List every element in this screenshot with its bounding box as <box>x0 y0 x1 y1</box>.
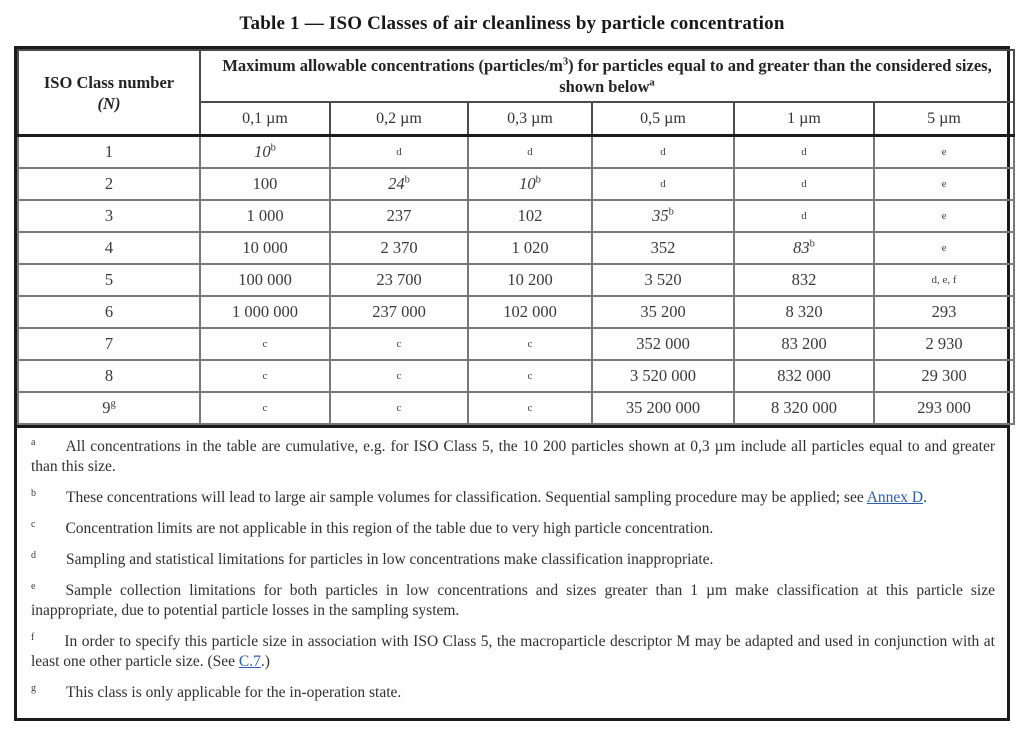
data-cell-r7-c2 <box>330 328 468 360</box>
data-cell-r1-c1 <box>200 136 330 168</box>
size-header-0: 0,1 µm <box>200 102 330 136</box>
cell-value: 10 000 <box>242 237 288 257</box>
cell-footnote-superscript: b <box>270 142 276 154</box>
footnote-text: All concentrations in the table are cumulative, e.g. for ISO Class 5, the 10 200 particles shown at 0,3 µm include all particles equal to and greater than this size. <box>31 437 995 475</box>
cell-value: c <box>262 369 268 382</box>
table-row-class-6 <box>18 296 1014 328</box>
data-cell-r5-c5 <box>734 264 874 296</box>
cell-value: 237 000 <box>372 301 426 321</box>
table-row-class-3 <box>18 200 1014 232</box>
data-cell-r3-c4 <box>592 200 734 232</box>
data-cell-r8-c3 <box>468 360 592 392</box>
data-cell-r2-c6 <box>874 168 1014 200</box>
data-cell-r4-c6 <box>874 232 1014 264</box>
cell-value: 237 <box>386 205 412 225</box>
max-conc-text-pre: Maximum allowable concentrations (particles/m <box>222 56 563 75</box>
data-cell-r4-c4 <box>592 232 734 264</box>
data-cell-r7-c3 <box>468 328 592 360</box>
data-cell-r8-c4 <box>592 360 734 392</box>
cell-value: e <box>941 209 947 222</box>
footnote-text: .) <box>260 652 270 670</box>
data-cell-r3-c6 <box>874 200 1014 232</box>
cell-value: 3 <box>104 205 114 225</box>
cell-value: d <box>801 145 807 158</box>
cell-value: 10 <box>254 141 271 161</box>
data-cell-r3-c3 <box>468 200 592 232</box>
data-cell-r6-c3 <box>468 296 592 328</box>
data-cell-r3-c1 <box>200 200 330 232</box>
iso-class-cell <box>18 360 200 392</box>
data-cell-r6-c1 <box>200 296 330 328</box>
iso-class-cell <box>18 168 200 200</box>
cell-value: 293 <box>931 301 957 321</box>
cell-value: 832 <box>791 269 817 289</box>
data-cell-r9-c3 <box>468 392 592 424</box>
cell-value: 35 200 000 <box>625 397 701 417</box>
footnote-c <box>31 519 995 539</box>
data-cell-r5-c4 <box>592 264 734 296</box>
footnote-text: Sampling and statistical limitations for particles in low concentrations make classification inappropriate. <box>66 550 714 568</box>
cell-value: e <box>941 177 947 190</box>
data-cell-r5-c1 <box>200 264 330 296</box>
cell-footnote-superscript: b <box>535 174 541 185</box>
data-cell-r9-c6 <box>874 392 1014 424</box>
iso-class-cell <box>18 296 200 328</box>
data-cell-r9-c2 <box>330 392 468 424</box>
iso-class-n-symbol: (N) <box>97 93 121 113</box>
data-cell-r2-c3 <box>468 168 592 200</box>
data-cell-r7-c1 <box>200 328 330 360</box>
data-cell-r6-c6 <box>874 296 1014 328</box>
cell-value: d <box>801 209 807 222</box>
cell-value: 8 <box>104 365 114 385</box>
iso-class-cell <box>18 232 200 264</box>
iso-class-table <box>17 49 1015 425</box>
cell-value: 2 930 <box>925 333 963 353</box>
cell-value: 3 520 000 <box>630 365 696 385</box>
cell-value: 6 <box>104 301 114 321</box>
cell-value: e <box>941 145 947 158</box>
table-row-class-5 <box>18 264 1014 296</box>
table-row-class-4 <box>18 232 1014 264</box>
cell-value: 2 <box>104 173 114 193</box>
cell-value: 832 000 <box>777 365 831 385</box>
footnote-f <box>31 632 995 672</box>
footnote-text: Sample collection limitations for both particles in low concentrations and sizes greater than 1 µm make classification at this particle size inappropriate, due to potential particle losses in the sampling system. <box>31 581 995 619</box>
footnote-letter-b: b <box>31 487 36 499</box>
data-cell-r8-c5 <box>734 360 874 392</box>
cell-footnote-superscript: b <box>668 206 674 217</box>
data-cell-r7-c6 <box>874 328 1014 360</box>
cell-value: 10 200 <box>507 269 553 289</box>
cell-value: 3 520 <box>644 269 682 289</box>
footnote-letter-c: c <box>31 518 36 530</box>
cell-value: 293 000 <box>917 397 971 417</box>
data-cell-r5-c3 <box>468 264 592 296</box>
iso-class-cell <box>18 264 200 296</box>
footnote-letter-f: f <box>31 631 35 643</box>
cell-value: 9 <box>102 397 111 417</box>
data-cell-r5-c6 <box>874 264 1014 296</box>
footnote-text: Concentration limits are not applicable in this region of the table due to very high particle concentration. <box>65 519 714 537</box>
cell-value: 83 200 <box>781 333 827 353</box>
data-cell-r2-c1 <box>200 168 330 200</box>
size-header-1: 0,2 µm <box>330 102 468 136</box>
iso-class-cell <box>18 136 200 168</box>
cell-footnote-superscript: g <box>110 398 116 409</box>
cell-value: 23 700 <box>376 269 422 289</box>
data-cell-r4-c3 <box>468 232 592 264</box>
data-cell-r9-c4 <box>592 392 734 424</box>
cell-value: d <box>801 177 807 190</box>
cell-value: c <box>527 369 533 382</box>
cell-footnote-superscript: b <box>809 238 815 249</box>
col-header-iso-class-number <box>18 50 200 136</box>
cell-value: c <box>396 401 402 414</box>
size-header-4: 1 µm <box>734 102 874 136</box>
col-header-max-concentrations <box>200 50 1014 102</box>
cell-value: 102 <box>517 205 543 225</box>
size-header-5: 5 µm <box>874 102 1014 136</box>
data-cell-r1-c2 <box>330 136 468 168</box>
cell-value: d <box>660 177 666 190</box>
cell-value: c <box>262 401 268 414</box>
cubed-superscript: 3 <box>562 56 569 68</box>
cell-value: c <box>396 369 402 382</box>
data-cell-r6-c5 <box>734 296 874 328</box>
footnote-letter-d: d <box>31 549 36 561</box>
table-row-class-8 <box>18 360 1014 392</box>
max-conc-text-mid: ) for particles equal to and greater than the considered sizes, shown below <box>559 56 992 96</box>
cell-value: d <box>527 145 533 158</box>
footnote-text: This class is only applicable for the in-operation state. <box>66 683 402 701</box>
cell-value: 24 <box>388 173 405 193</box>
cell-value: d <box>660 145 666 158</box>
iso-class-number-label: ISO Class number <box>43 72 175 92</box>
header-row-1 <box>18 50 1014 102</box>
iso-class-cell <box>18 392 200 424</box>
cell-value: 4 <box>104 237 114 257</box>
footnote-text: These concentrations will lead to large air sample volumes for classification. Sequential sampling procedure may be applied; see <box>66 488 867 506</box>
data-cell-r1-c5 <box>734 136 874 168</box>
cell-value: 1 <box>104 141 114 161</box>
size-header-2: 0,3 µm <box>468 102 592 136</box>
cell-value: c <box>262 337 268 350</box>
data-cell-r4-c1 <box>200 232 330 264</box>
data-cell-r9-c1 <box>200 392 330 424</box>
cell-value: d, e, f <box>931 273 957 286</box>
data-cell-r7-c4 <box>592 328 734 360</box>
data-cell-r4-c2 <box>330 232 468 264</box>
footnote-d <box>31 550 995 570</box>
data-cell-r3-c5 <box>734 200 874 232</box>
data-cell-r6-c2 <box>330 296 468 328</box>
data-cell-r8-c1 <box>200 360 330 392</box>
footnotes-section <box>17 425 1007 718</box>
data-cell-r3-c2 <box>330 200 468 232</box>
cell-value: 10 <box>519 173 536 193</box>
footnote-letter-e: e <box>31 580 36 592</box>
data-cell-r2-c5 <box>734 168 874 200</box>
cell-footnote-superscript: b <box>404 174 410 185</box>
cell-value: 8 320 <box>785 301 823 321</box>
cell-value: 29 300 <box>921 365 967 385</box>
c7-link[interactable]: C.7 <box>238 652 261 670</box>
cell-value: c <box>527 401 533 414</box>
cell-value: 8 320 000 <box>771 397 837 417</box>
cell-value: 1 000 <box>246 205 284 225</box>
cell-value: 100 000 <box>238 269 292 289</box>
data-cell-r9-c5 <box>734 392 874 424</box>
footnote-letter-g: g <box>31 682 36 694</box>
table-body <box>18 136 1014 424</box>
data-cell-r1-c3 <box>468 136 592 168</box>
cell-value: d <box>396 145 402 158</box>
footnote-g <box>31 683 995 703</box>
data-cell-r8-c2 <box>330 360 468 392</box>
cell-value: 352 <box>650 237 676 257</box>
table-row-class-2 <box>18 168 1014 200</box>
table-row-class-7 <box>18 328 1014 360</box>
cell-value: e <box>941 241 947 254</box>
table-frame <box>14 46 1010 721</box>
iso-class-cell <box>18 200 200 232</box>
cell-value: c <box>396 337 402 350</box>
cell-value: 7 <box>104 333 114 353</box>
size-header-3: 0,5 µm <box>592 102 734 136</box>
cell-value: c <box>527 337 533 350</box>
footnote-text: . <box>923 488 928 506</box>
page <box>0 13 1024 756</box>
table-header <box>18 50 1014 136</box>
footnote-e <box>31 581 995 621</box>
cell-value: 352 000 <box>636 333 690 353</box>
table-title: Table 1 — ISO Classes of air cleanliness by particle concentration <box>239 13 785 34</box>
footnote-letter-a: a <box>31 436 36 448</box>
data-cell-r5-c2 <box>330 264 468 296</box>
data-cell-r8-c6 <box>874 360 1014 392</box>
data-cell-r7-c5 <box>734 328 874 360</box>
data-cell-r6-c4 <box>592 296 734 328</box>
cell-value: 1 020 <box>511 237 549 257</box>
data-cell-r2-c2 <box>330 168 468 200</box>
data-cell-r2-c4 <box>592 168 734 200</box>
footnote-a <box>31 437 995 477</box>
cell-value: 35 <box>652 205 669 225</box>
cell-value: 5 <box>104 269 114 289</box>
table-row-class-1 <box>18 136 1014 168</box>
data-cell-r4-c5 <box>734 232 874 264</box>
footnote-b <box>31 488 995 508</box>
cell-value: 102 000 <box>503 301 557 321</box>
table-row-class-9 <box>18 392 1014 424</box>
iso-class-cell <box>18 328 200 360</box>
data-cell-r1-c6 <box>874 136 1014 168</box>
cell-value: 1 000 000 <box>232 301 298 321</box>
cell-value: 83 <box>793 237 810 257</box>
footnote-text: In order to specify this particle size in association with ISO Class 5, the macroparticle descriptor M may be adapted and used in conjunction with at least one other particle size. (See <box>31 632 995 670</box>
data-cell-r1-c4 <box>592 136 734 168</box>
cell-value: 35 200 <box>640 301 686 321</box>
annex-d-link[interactable]: Annex D <box>866 488 924 506</box>
footnote-a-superscript: a <box>649 77 655 89</box>
cell-value: 2 370 <box>380 237 418 257</box>
cell-value: 100 <box>252 173 278 193</box>
